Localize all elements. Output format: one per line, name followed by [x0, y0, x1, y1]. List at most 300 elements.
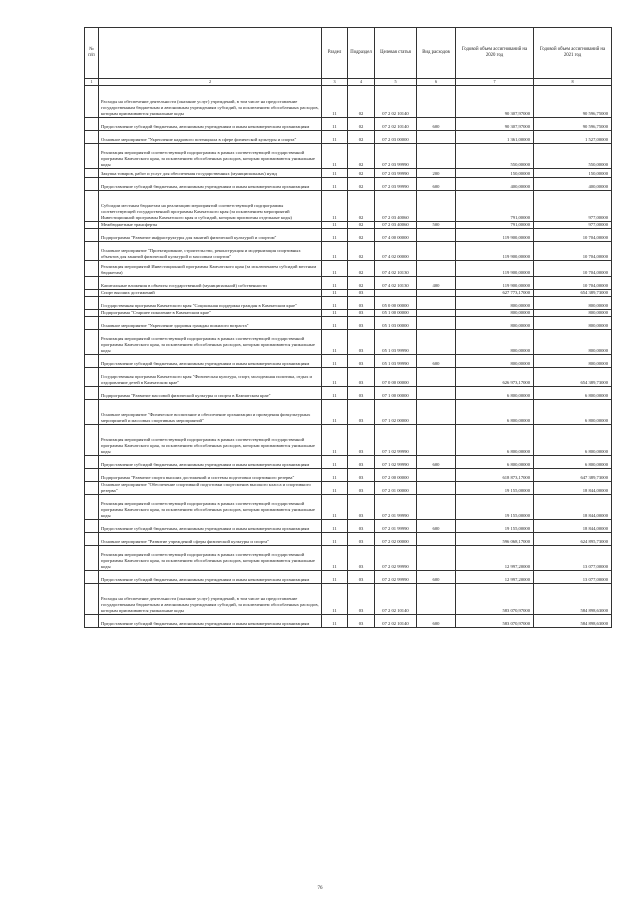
- row-amount-2020: 12 997,20000: [456, 571, 534, 584]
- table-row: [85, 520, 612, 533]
- table-row: [85, 118, 612, 131]
- table-row: [85, 330, 612, 355]
- row-amount-2021: 90 596,75000: [534, 118, 612, 131]
- row-amount-2020: 618 873,17000: [456, 469, 534, 482]
- row-expense-type: [417, 482, 456, 495]
- row-description: Закупка товаров, работ и услуг для обеспечения государственных (муниципальных) нужд: [99, 169, 322, 178]
- row-number-cell: [85, 355, 99, 368]
- row-amount-2021: 584 898,63000: [534, 615, 612, 628]
- row-number-cell: [85, 615, 99, 628]
- row-amount-2020: 800,00000: [456, 297, 534, 310]
- row-number-cell: [85, 86, 99, 118]
- table-row: [85, 86, 612, 118]
- row-number-cell: [85, 144, 99, 169]
- row-subsection: 03: [348, 310, 375, 317]
- row-amount-2020: 627 773,17000: [456, 290, 534, 297]
- row-target-article: 05 1 03 00000: [375, 317, 417, 330]
- row-amount-2021: 150,00000: [534, 169, 612, 178]
- row-expense-type: 600: [417, 571, 456, 584]
- row-amount-2020: 90 307,97000: [456, 118, 534, 131]
- table-row: [85, 242, 612, 261]
- table-row: [85, 355, 612, 368]
- row-subsection: 03: [348, 482, 375, 495]
- row-subsection: 03: [348, 368, 375, 387]
- row-expense-type: [417, 229, 456, 242]
- budget-allocation-table: [84, 27, 612, 628]
- row-number-cell: [85, 229, 99, 242]
- header-target-article: Целевая статья: [375, 28, 417, 79]
- row-description: Основное мероприятие "Физическое воспитание и обеспечение организации и проведения физкультурных мероприятий и массовых спортивных мероприятий": [99, 400, 322, 425]
- row-amount-2021: 800,00000: [534, 310, 612, 317]
- row-target-article: 07 2 01 99990: [375, 495, 417, 520]
- row-subsection: 03: [348, 297, 375, 310]
- row-target-article: 07 4 02 10130: [375, 277, 417, 290]
- row-subsection: 02: [348, 169, 375, 178]
- column-number: 4: [348, 79, 375, 86]
- row-amount-2021: 647 389,73000: [534, 469, 612, 482]
- row-amount-2021: 18 844,00000: [534, 520, 612, 533]
- row-expense-type: [417, 290, 456, 297]
- row-number-cell: [85, 330, 99, 355]
- row-subsection: 02: [348, 178, 375, 191]
- row-section: 11: [322, 169, 348, 178]
- table-row: [85, 584, 612, 615]
- row-amount-2020: 583 070,97000: [456, 615, 534, 628]
- row-expense-type: [417, 144, 456, 169]
- row-description: Предоставление субсидий бюджетным, автономным учреждениям и иным некоммерческим организациям: [99, 615, 322, 628]
- row-amount-2021: 977,00000: [534, 191, 612, 222]
- row-target-article: 07 2 03 40060: [375, 191, 417, 222]
- row-section: 11: [322, 86, 348, 118]
- row-section: 11: [322, 368, 348, 387]
- row-subsection: 03: [348, 584, 375, 615]
- table-row: [85, 277, 612, 290]
- row-subsection: 03: [348, 387, 375, 400]
- row-amount-2021: 18 844,00000: [534, 495, 612, 520]
- column-number: 5: [375, 79, 417, 86]
- row-expense-type: 600: [417, 118, 456, 131]
- table-row: [85, 425, 612, 456]
- row-target-article: 07 2 00 00000: [375, 469, 417, 482]
- row-number-cell: [85, 297, 99, 310]
- row-number-cell: [85, 178, 99, 191]
- row-subsection: 03: [348, 469, 375, 482]
- budget-table-page: [84, 27, 611, 628]
- table-row: [85, 456, 612, 469]
- table-row: [85, 178, 612, 191]
- row-section: 11: [322, 118, 348, 131]
- row-amount-2021: 624 895,73000: [534, 533, 612, 546]
- row-amount-2020: 800,00000: [456, 317, 534, 330]
- row-amount-2020: 150,00000: [456, 169, 534, 178]
- row-subsection: 03: [348, 355, 375, 368]
- row-amount-2021: 13 077,00000: [534, 546, 612, 571]
- row-target-article: 07 2 03 40060: [375, 222, 417, 229]
- table-row: [85, 144, 612, 169]
- row-section: 11: [322, 191, 348, 222]
- row-amount-2020: 800,00000: [456, 355, 534, 368]
- row-section: 11: [322, 571, 348, 584]
- row-target-article: 07 2 01 99990: [375, 520, 417, 533]
- row-amount-2020: 1 361,00000: [456, 131, 534, 144]
- row-subsection: 03: [348, 290, 375, 297]
- row-description: Предоставление субсидий бюджетным, автономным учреждениям и иным некоммерческим организациям: [99, 355, 322, 368]
- row-amount-2021: 400,00000: [534, 178, 612, 191]
- row-target-article: 05 1 03 99990: [375, 355, 417, 368]
- row-expense-type: [417, 242, 456, 261]
- table-row: [85, 533, 612, 546]
- row-section: 11: [322, 310, 348, 317]
- column-number: 6: [417, 79, 456, 86]
- table-row: [85, 387, 612, 400]
- row-expense-type: [417, 86, 456, 118]
- header-num: № п/п: [85, 28, 99, 79]
- row-expense-type: 200: [417, 169, 456, 178]
- row-target-article: 07 2 02 10140: [375, 584, 417, 615]
- row-section: 11: [322, 222, 348, 229]
- row-amount-2021: 654 389,73000: [534, 290, 612, 297]
- table-row: [85, 469, 612, 482]
- row-amount-2020: 6 800,00000: [456, 400, 534, 425]
- row-number-cell: [85, 261, 99, 277]
- row-amount-2021: 10 704,00000: [534, 261, 612, 277]
- row-amount-2021: 18 844,00000: [534, 482, 612, 495]
- row-section: 11: [322, 144, 348, 169]
- row-expense-type: 600: [417, 178, 456, 191]
- row-expense-type: [417, 317, 456, 330]
- row-target-article: 07 2 02 10140: [375, 118, 417, 131]
- header-section: Раздел: [322, 28, 348, 79]
- row-section: 11: [322, 456, 348, 469]
- row-amount-2020: 119 900,00000: [456, 229, 534, 242]
- row-target-article: 07 0 00 00000: [375, 368, 417, 387]
- row-subsection: 03: [348, 400, 375, 425]
- row-section: 11: [322, 330, 348, 355]
- header-expense-type: Вид расходов: [417, 28, 456, 79]
- row-amount-2021: 800,00000: [534, 317, 612, 330]
- row-section: 11: [322, 584, 348, 615]
- row-amount-2021: 550,00000: [534, 144, 612, 169]
- row-section: 11: [322, 178, 348, 191]
- row-target-article: [375, 290, 417, 297]
- row-description: Реализация мероприятий соответствующей подпрограммы в рамках соответствующей государственной программы Камчатского края, за исключением обособленных расходов, которым присваиваются уникальные коды: [99, 425, 322, 456]
- row-description: Основное мероприятие "Обеспечение спортивной подготовки спортсменов высокого класса и спортивного резерва": [99, 482, 322, 495]
- row-description: Основное мероприятие "Развитие учреждений сферы физической культуры и спорта": [99, 533, 322, 546]
- table-row: [85, 368, 612, 387]
- row-description: Реализация мероприятий соответствующей подпрограммы в рамках соответствующей государственной программы Камчатского края, за исключением обособленных расходов, которым присваиваются уникальные коды: [99, 330, 322, 355]
- row-subsection: 03: [348, 425, 375, 456]
- row-section: 11: [322, 387, 348, 400]
- row-amount-2020: 19 155,00000: [456, 520, 534, 533]
- row-number-cell: [85, 317, 99, 330]
- row-description: Расходы на обеспечение деятельности (оказание услуг) учреждений, в том числе на предоставление государственным бюджетным и автономным учреждениям субсидий, за исключением обособленных расходов, которым присваиваются уникальные коды: [99, 584, 322, 615]
- row-number-cell: [85, 222, 99, 229]
- row-amount-2020: 550,00000: [456, 144, 534, 169]
- row-amount-2020: 800,00000: [456, 330, 534, 355]
- row-subsection: 03: [348, 495, 375, 520]
- row-expense-type: [417, 330, 456, 355]
- row-target-article: 05 1 03 99990: [375, 330, 417, 355]
- row-description: Основное мероприятие "Проектирование, строительство, реконструкция и модернизация спортивных объектов для занятий физической культурой и массовым спортом": [99, 242, 322, 261]
- row-target-article: 07 2 02 99990: [375, 571, 417, 584]
- table-row: [85, 297, 612, 310]
- table-row: [85, 222, 612, 229]
- column-number: 1: [85, 79, 99, 86]
- row-subsection: 02: [348, 261, 375, 277]
- table-row: [85, 310, 612, 317]
- row-subsection: 03: [348, 456, 375, 469]
- row-target-article: 05 0 00 00000: [375, 297, 417, 310]
- row-section: 11: [322, 297, 348, 310]
- row-description: Подпрограмма "Развитие инфраструктуры для занятий физической культурой и спортом": [99, 229, 322, 242]
- table-body: [85, 86, 612, 628]
- row-number-cell: [85, 456, 99, 469]
- row-amount-2020: 626 973,17000: [456, 368, 534, 387]
- row-amount-2020: 119 900,00000: [456, 261, 534, 277]
- row-subsection: 02: [348, 118, 375, 131]
- row-expense-type: 600: [417, 355, 456, 368]
- row-expense-type: [417, 400, 456, 425]
- row-description: Подпрограмма "Старшее поколение в Камчатском крае": [99, 310, 322, 317]
- row-subsection: 02: [348, 131, 375, 144]
- table-row: [85, 261, 612, 277]
- row-expense-type: [417, 261, 456, 277]
- row-amount-2021: 13 077,00000: [534, 571, 612, 584]
- column-number: 7: [456, 79, 534, 86]
- row-section: 11: [322, 131, 348, 144]
- row-amount-2020: 583 070,97000: [456, 584, 534, 615]
- row-expense-type: 600: [417, 520, 456, 533]
- row-expense-type: [417, 297, 456, 310]
- row-section: 11: [322, 425, 348, 456]
- row-amount-2020: 400,00000: [456, 178, 534, 191]
- row-amount-2021: 10 704,00000: [534, 242, 612, 261]
- row-section: 11: [322, 615, 348, 628]
- row-subsection: 02: [348, 222, 375, 229]
- row-amount-2020: 6 800,00000: [456, 425, 534, 456]
- row-section: 11: [322, 400, 348, 425]
- row-amount-2020: 19 155,00000: [456, 495, 534, 520]
- row-expense-type: [417, 469, 456, 482]
- row-target-article: 07 2 02 10140: [375, 615, 417, 628]
- row-number-cell: [85, 290, 99, 297]
- row-target-article: 07 4 00 00000: [375, 229, 417, 242]
- column-number: 2: [99, 79, 322, 86]
- row-target-article: 07 2 02 00000: [375, 533, 417, 546]
- row-description: Предоставление субсидий бюджетным, автономным учреждениям и иным некоммерческим организациям: [99, 571, 322, 584]
- row-section: 11: [322, 242, 348, 261]
- row-description: Межбюджетные трансферты: [99, 222, 322, 229]
- row-number-cell: [85, 469, 99, 482]
- table-row: [85, 169, 612, 178]
- row-amount-2021: 584 898,63000: [534, 584, 612, 615]
- row-subsection: 03: [348, 317, 375, 330]
- row-section: 11: [322, 469, 348, 482]
- row-description: Подпрограмма "Развитие спорта высших достижений и системы подготовки спортивного резерва": [99, 469, 322, 482]
- row-target-article: 07 2 03 99990: [375, 144, 417, 169]
- row-expense-type: [417, 368, 456, 387]
- row-description: Субсидии местным бюджетам на реализацию мероприятий соответствующей подпрограммы соответствующей государственной программы Камчатского края (за исключением мероприятий Инвестиционной программы Камчатского края и субсидий, которым присвоены отдельные коды): [99, 191, 322, 222]
- table-row: [85, 400, 612, 425]
- row-amount-2021: 6 800,00000: [534, 456, 612, 469]
- row-subsection: 03: [348, 546, 375, 571]
- table-row: [85, 229, 612, 242]
- row-expense-type: [417, 387, 456, 400]
- row-target-article: 07 2 03 99990: [375, 169, 417, 178]
- row-target-article: 07 1 02 99990: [375, 425, 417, 456]
- row-amount-2021: 1 527,00000: [534, 131, 612, 144]
- row-subsection: 03: [348, 571, 375, 584]
- row-amount-2020: 791,00000: [456, 191, 534, 222]
- row-number-cell: [85, 242, 99, 261]
- row-section: 11: [322, 482, 348, 495]
- row-description: Расходы на обеспечение деятельности (оказание услуг) учреждений, в том числе на предоставление государственным бюджетным и автономным учреждениям субсидий, за исключением обособленных расходов, которым присваиваются уникальные коды: [99, 86, 322, 118]
- row-target-article: 07 2 02 99990: [375, 546, 417, 571]
- header-amount-2020: Годовой объем ассигнований на 2020 год: [456, 28, 534, 79]
- table-row: [85, 131, 612, 144]
- row-amount-2021: 10 704,00000: [534, 277, 612, 290]
- row-subsection: 03: [348, 330, 375, 355]
- row-amount-2021: 10 704,00000: [534, 229, 612, 242]
- row-number-cell: [85, 131, 99, 144]
- row-amount-2020: 800,00000: [456, 310, 534, 317]
- row-number-cell: [85, 533, 99, 546]
- row-description: Государственная программа Камчатского края "Физическая культура, спорт, молодежная политика, отдых и оздоровление детей в Камчатском крае": [99, 368, 322, 387]
- row-subsection: 02: [348, 144, 375, 169]
- row-description: Основное мероприятие "Укрепление кадрового потенциала в сфере физической культуры и спорта": [99, 131, 322, 144]
- row-expense-type: [417, 546, 456, 571]
- row-description: Спорт высших достижений: [99, 290, 322, 297]
- table-row: [85, 495, 612, 520]
- row-amount-2021: 800,00000: [534, 330, 612, 355]
- row-number-cell: [85, 191, 99, 222]
- row-number-cell: [85, 400, 99, 425]
- row-amount-2021: 90 596,75000: [534, 86, 612, 118]
- row-description: Предоставление субсидий бюджетным, автономным учреждениям и иным некоммерческим организациям: [99, 520, 322, 533]
- row-amount-2020: 12 997,20000: [456, 546, 534, 571]
- table-row: [85, 615, 612, 628]
- row-description: Предоставление субсидий бюджетным, автономным учреждениям и иным некоммерческим организациям: [99, 178, 322, 191]
- row-section: 11: [322, 546, 348, 571]
- page-number: 76: [317, 886, 323, 891]
- column-number: 8: [534, 79, 612, 86]
- row-amount-2020: 119 900,00000: [456, 277, 534, 290]
- row-target-article: 05 1 00 00000: [375, 310, 417, 317]
- column-number: 3: [322, 79, 348, 86]
- table-row: [85, 546, 612, 571]
- row-section: 11: [322, 261, 348, 277]
- header-subsection: Подраздел: [348, 28, 375, 79]
- row-number-cell: [85, 425, 99, 456]
- row-number-cell: [85, 495, 99, 520]
- row-target-article: 07 4 02 00000: [375, 242, 417, 261]
- row-subsection: 03: [348, 533, 375, 546]
- row-amount-2020: 90 307,97000: [456, 86, 534, 118]
- row-target-article: 07 1 00 00000: [375, 387, 417, 400]
- row-amount-2021: 654 389,73000: [534, 368, 612, 387]
- row-number-cell: [85, 169, 99, 178]
- column-number-row: [85, 79, 612, 86]
- row-expense-type: 600: [417, 456, 456, 469]
- row-number-cell: [85, 277, 99, 290]
- row-section: 11: [322, 290, 348, 297]
- header-amount-2021: Годовой объем ассигнований на 2021 год: [534, 28, 612, 79]
- row-expense-type: [417, 191, 456, 222]
- row-subsection: 02: [348, 242, 375, 261]
- row-amount-2020: 19 155,00000: [456, 482, 534, 495]
- row-section: 11: [322, 277, 348, 290]
- row-section: 11: [322, 520, 348, 533]
- row-description: Реализация мероприятий соответствующей подпрограммы в рамках соответствующей государственной программы Камчатского края, за исключением обособленных расходов, которым присваиваются уникальные коды: [99, 495, 322, 520]
- row-amount-2021: 977,00000: [534, 222, 612, 229]
- row-amount-2021: 6 800,00000: [534, 425, 612, 456]
- row-target-article: 07 2 01 00000: [375, 482, 417, 495]
- row-target-article: 07 2 03 99990: [375, 178, 417, 191]
- table-row: [85, 290, 612, 297]
- table-row: [85, 482, 612, 495]
- row-description: Реализация мероприятий Инвестиционной программы Камчатского края (за исключением субсидий местным бюджетам): [99, 261, 322, 277]
- table-row: [85, 317, 612, 330]
- row-description: Реализация мероприятий соответствующей подпрограммы в рамках соответствующей государственной программы Камчатского края, за исключением обособленных расходов, которым присваиваются уникальные коды: [99, 546, 322, 571]
- row-number-cell: [85, 482, 99, 495]
- table-row: [85, 191, 612, 222]
- row-amount-2021: 6 800,00000: [534, 387, 612, 400]
- row-subsection: 02: [348, 229, 375, 242]
- row-amount-2021: 800,00000: [534, 297, 612, 310]
- row-amount-2020: 791,00000: [456, 222, 534, 229]
- row-section: 11: [322, 317, 348, 330]
- row-number-cell: [85, 584, 99, 615]
- row-section: 11: [322, 355, 348, 368]
- row-number-cell: [85, 387, 99, 400]
- row-subsection: 03: [348, 615, 375, 628]
- row-amount-2020: 6 800,00000: [456, 456, 534, 469]
- row-amount-2020: 596 068,17000: [456, 533, 534, 546]
- row-subsection: 02: [348, 191, 375, 222]
- table-row: [85, 571, 612, 584]
- row-expense-type: [417, 131, 456, 144]
- row-section: 11: [322, 533, 348, 546]
- row-subsection: 02: [348, 86, 375, 118]
- row-amount-2020: 6 800,00000: [456, 387, 534, 400]
- row-section: 11: [322, 495, 348, 520]
- row-description: Капитальные вложения в объекты государственной (муниципальной) собственности: [99, 277, 322, 290]
- row-amount-2021: 6 800,00000: [534, 400, 612, 425]
- row-target-article: 07 1 02 00000: [375, 400, 417, 425]
- row-target-article: 07 4 02 10130: [375, 261, 417, 277]
- row-number-cell: [85, 520, 99, 533]
- header-description: [99, 28, 322, 79]
- row-number-cell: [85, 546, 99, 571]
- row-number-cell: [85, 368, 99, 387]
- row-number-cell: [85, 118, 99, 131]
- row-expense-type: [417, 310, 456, 317]
- row-expense-type: 600: [417, 615, 456, 628]
- row-expense-type: 400: [417, 277, 456, 290]
- row-expense-type: [417, 533, 456, 546]
- row-expense-type: [417, 584, 456, 615]
- row-expense-type: 500: [417, 222, 456, 229]
- row-target-article: 07 2 03 00000: [375, 131, 417, 144]
- row-amount-2020: 119 900,00000: [456, 242, 534, 261]
- row-description: Предоставление субсидий бюджетным, автономным учреждениям и иным некоммерческим организациям: [99, 118, 322, 131]
- row-description: Государственная программа Камчатского края "Социальная поддержка граждан в Камчатском крае": [99, 297, 322, 310]
- row-expense-type: [417, 425, 456, 456]
- row-number-cell: [85, 310, 99, 317]
- row-expense-type: [417, 495, 456, 520]
- row-subsection: 02: [348, 277, 375, 290]
- row-description: Предоставление субсидий бюджетным, автономным учреждениям и иным некоммерческим организациям: [99, 456, 322, 469]
